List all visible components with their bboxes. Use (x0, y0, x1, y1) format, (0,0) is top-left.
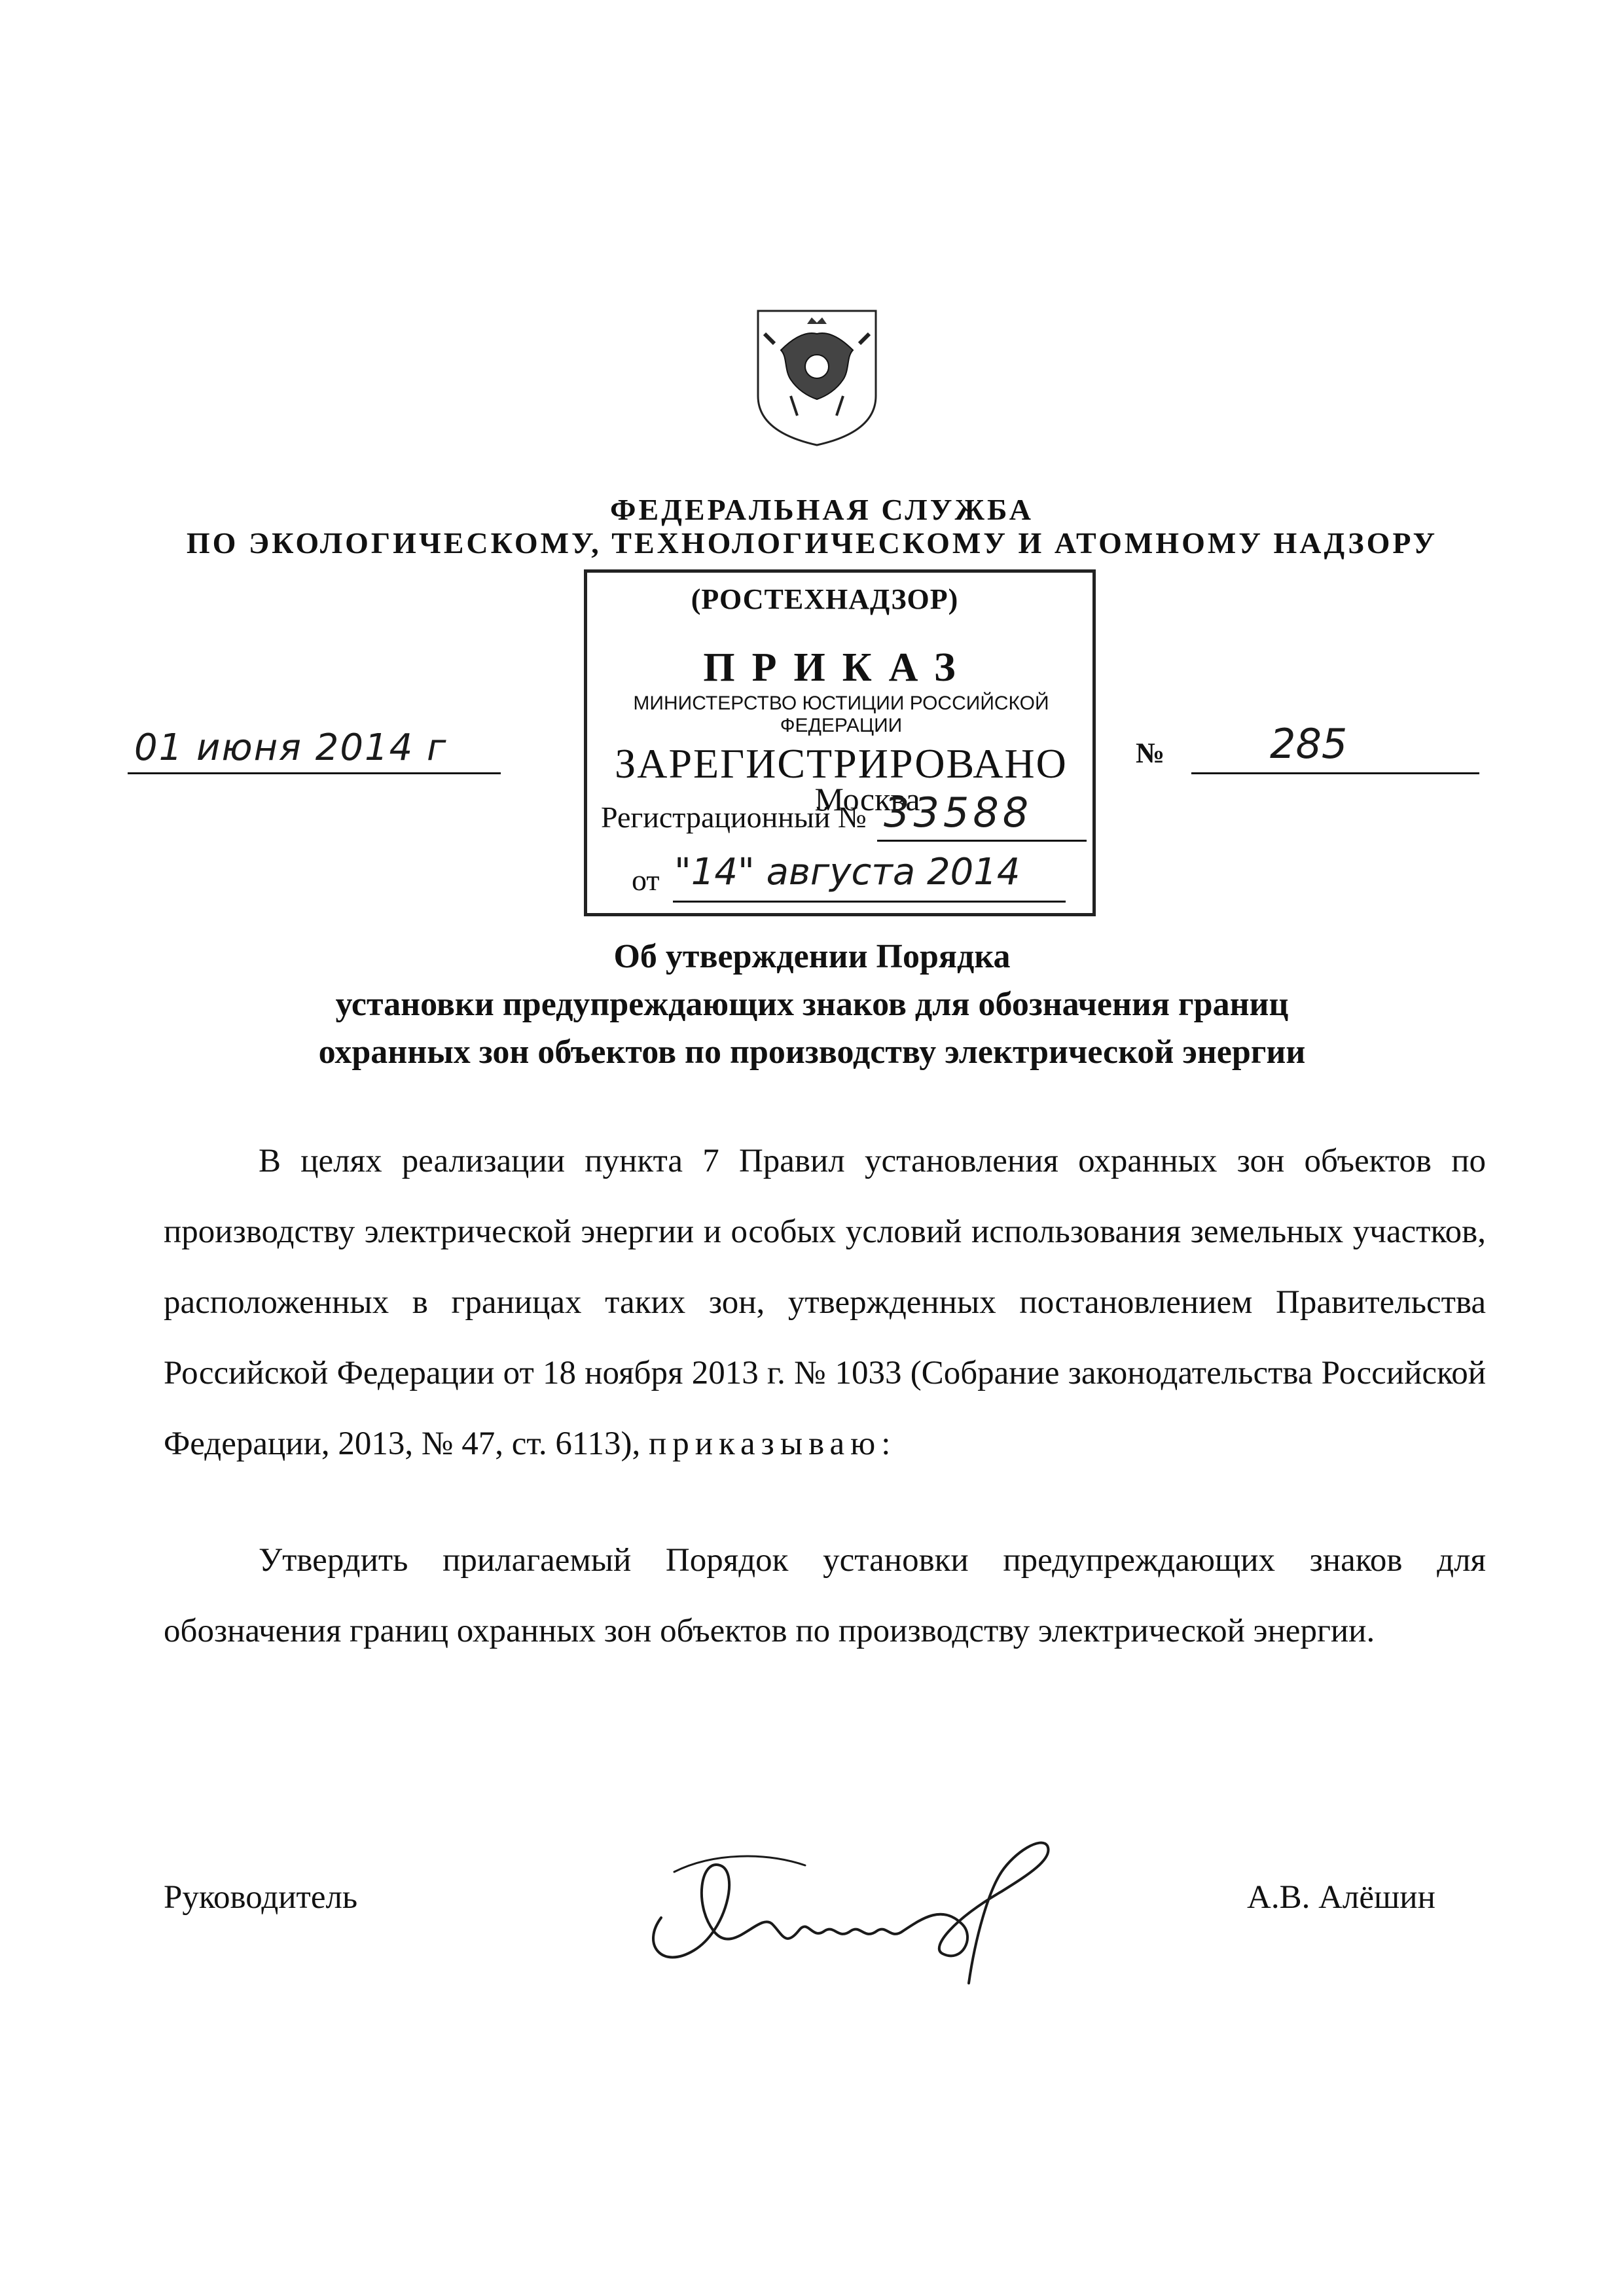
agency-name-line2: ПО ЭКОЛОГИЧЕСКОМУ, ТЕХНОЛОГИЧЕСКОМУ И АТОМНОМУ НАДЗОРУ (186, 526, 1438, 560)
stamp-registration-label: Регистрационный № (601, 800, 867, 834)
order-number: 285 (1270, 720, 1348, 768)
document-title-line3: охранных зон объектов по производству электрической энергии (318, 1033, 1306, 1071)
stamp-ministry: МИНИСТЕРСТВО ЮСТИЦИИ РОССИЙСКОЙ ФЕДЕРАЦИИ (633, 692, 1049, 736)
document-type-title: ПРИКАЗ (703, 645, 973, 690)
order-number-label: № (1136, 737, 1165, 769)
stamp-registered-label: ЗАРЕГИСТРИРОВАНО (615, 740, 1068, 787)
stamp-registration-number: 33588 (884, 789, 1033, 836)
agency-abbreviation: (РОСТЕХНАДЗОР) (691, 583, 959, 615)
order-number-underline (1191, 772, 1479, 774)
handwritten-signature (635, 1833, 1067, 2003)
body-paragraph-1-emphasis: приказываю: (648, 1426, 897, 1462)
document-title-line1: Об утверждении Порядка (613, 938, 1011, 975)
stamp-city: Москва (814, 781, 920, 817)
stamp-date-underline (673, 901, 1066, 903)
body-paragraph-1-text: В целях реализации пункта 7 Правил установления охранных зон объектов по производству электрической энергии и особых условий использования земельных участков, расположенных в границах таких зон, утвержденных постановлением Правительства Российской Федерации от 18 ноября 2013 г. № 1033 (Собрание законодательства Российской Федерации, 2013, № 47, ст. 6113), (164, 1143, 1486, 1462)
stamp-date-handwritten: "14" августа 2014 (674, 851, 1020, 893)
signatory-name: А.В. Алёшин (1247, 1879, 1435, 1916)
order-date: 01 июня 2014 г (134, 726, 448, 769)
stamp-registration-underline (877, 840, 1087, 842)
signatory-role: Руководитель (164, 1879, 358, 1916)
coat-of-arms-emblem (751, 304, 882, 448)
order-date-underline (128, 772, 501, 774)
document-title-line2: установки предупреждающих знаков для обозначения границ (335, 986, 1289, 1023)
stamp-date-label: от (632, 863, 660, 897)
body-paragraph-1 (164, 1126, 1486, 1479)
body-paragraph-2: Утвердить прилагаемый Порядок установки предупреждающих знаков для обозначения границ охранных зон объектов по производству электрической энергии. (164, 1542, 1486, 1649)
agency-name-line1: ФЕДЕРАЛЬНАЯ СЛУЖБА (610, 493, 1034, 526)
